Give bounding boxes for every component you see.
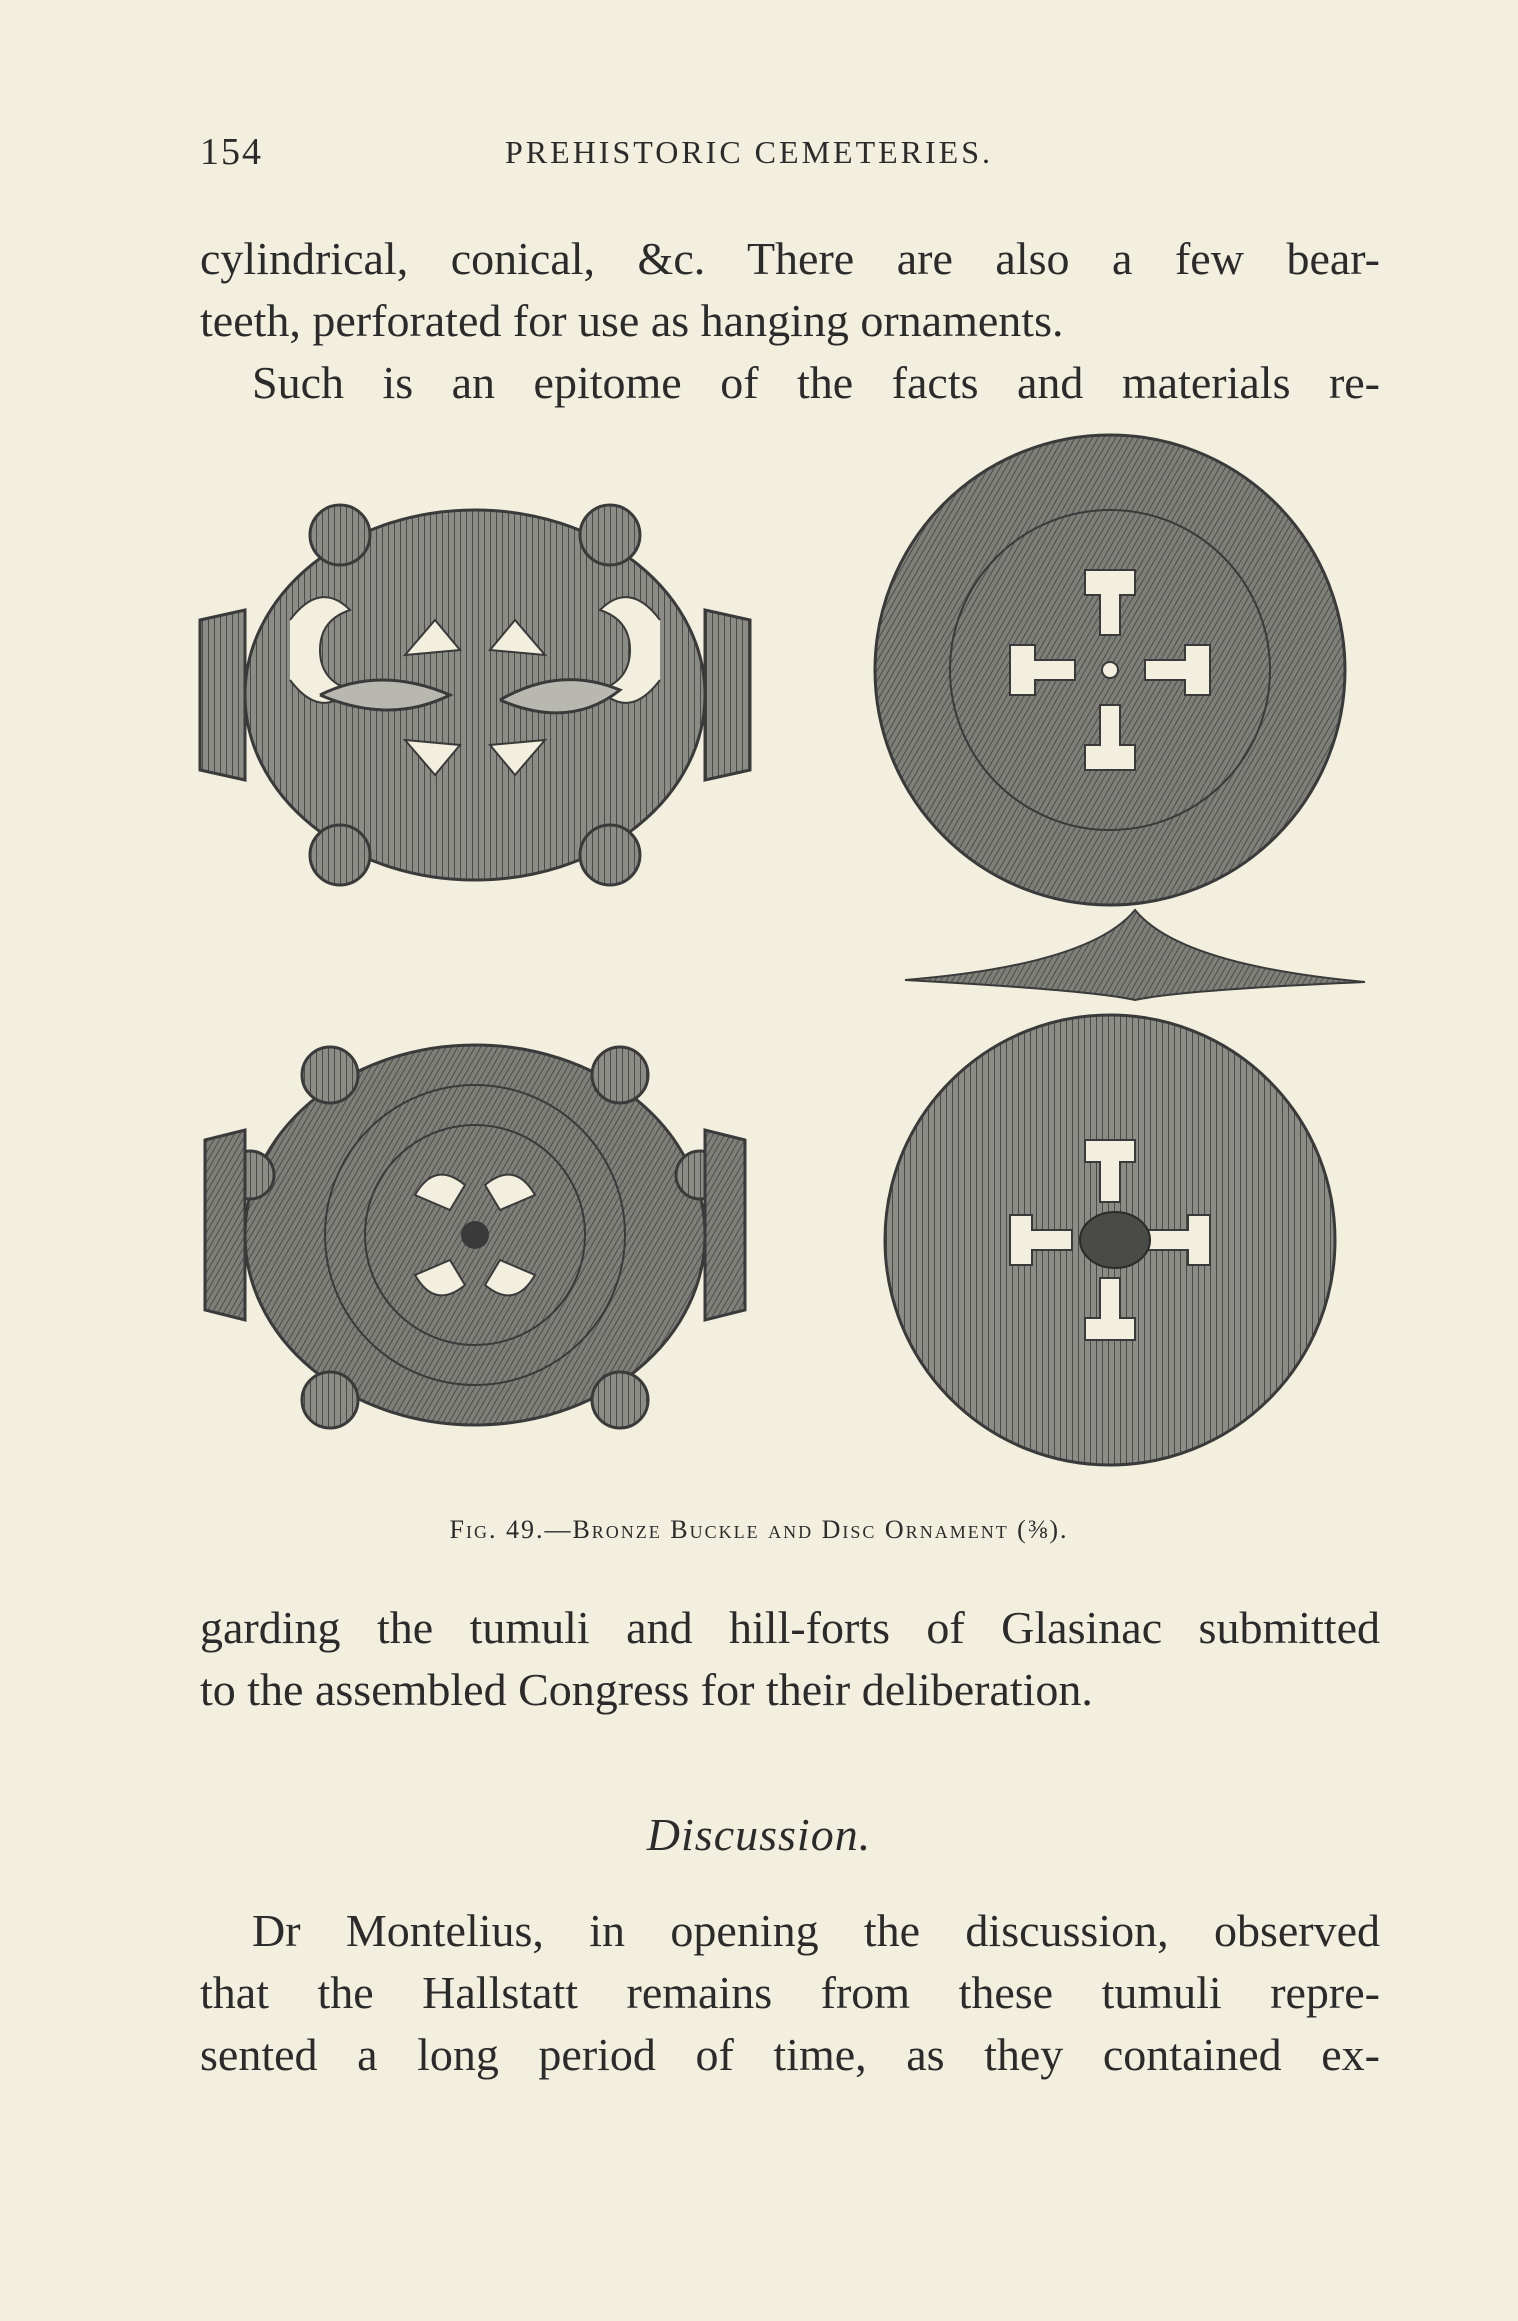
bronze-buckle-bottom: [205, 1045, 745, 1428]
text-line: that the Hallstatt remains from these tumuli repre-: [200, 1967, 1380, 2018]
section-heading: Discussion.: [646, 1809, 872, 1860]
bronze-buckle-top: [200, 505, 750, 885]
disc-ornament-top: [875, 435, 1345, 905]
text-line: cylindrical, conical, &c. There are also a few bear-: [200, 233, 1380, 284]
paragraph-middle: [200, 1597, 1380, 1721]
text-line: to the assembled Congress for their deliberation.: [200, 1664, 1093, 1715]
text-line: teeth, perforated for use as hanging ornaments.: [200, 295, 1064, 346]
running-title: PREHISTORIC CEMETERIES.: [505, 134, 993, 170]
text-line: garding the tumuli and hill-forts of Glasinac submitted: [200, 1602, 1380, 1653]
text-line: Dr Montelius, in opening the discussion, observed: [252, 1905, 1380, 1956]
text-line: sented a long period of time, as they contained ex-: [200, 2029, 1380, 2080]
disc-ornament-bottom: [885, 1015, 1335, 1465]
text-line: Such is an epitome of the facts and materials re-: [252, 357, 1380, 408]
page-number: 154: [200, 131, 263, 173]
figure-caption: Fig. 49.—Bronze Buckle and Disc Ornament (⅜).: [449, 1515, 1069, 1544]
page-header: [200, 130, 1370, 190]
paragraph-top: [200, 228, 1380, 414]
disc-ornament-profile: [905, 910, 1365, 1000]
paragraph-bottom: [200, 1900, 1380, 2086]
figure-illustration: [190, 420, 1380, 1510]
